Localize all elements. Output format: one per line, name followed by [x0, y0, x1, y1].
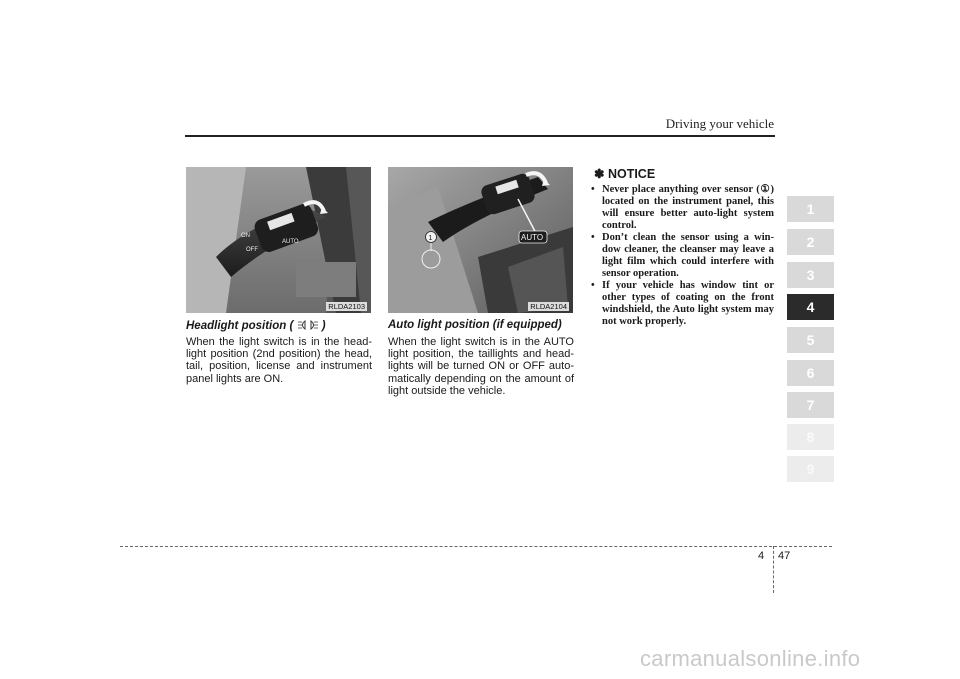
- chapter-tab-8[interactable]: 8: [787, 424, 834, 450]
- footer-divider: [773, 546, 774, 593]
- headlight-switch-illustration: [186, 167, 371, 313]
- footer-page-number: 47: [778, 550, 791, 562]
- notice-item-text: Don’t clean the sensor using a win-dow cleaner, the cleanser may leave a light film which could interfere with sensor operation.: [602, 232, 774, 279]
- svg-text:AUTO: AUTO: [282, 239, 299, 245]
- footer-chapter-number: 4: [758, 550, 765, 562]
- headlight-position-caption: [186, 319, 326, 332]
- header-rule: [185, 135, 775, 137]
- bullet-icon: •: [591, 280, 595, 291]
- svg-text:ON: ON: [241, 233, 250, 239]
- chapter-tab-9[interactable]: 9: [787, 456, 834, 482]
- section-title: Driving your vehicle: [665, 116, 774, 131]
- notice-item: [591, 232, 774, 280]
- caption-suffix: ): [321, 320, 326, 332]
- bullet-icon: •: [591, 232, 595, 243]
- notice-item: [591, 280, 774, 328]
- photo-code: RLDA2103: [328, 302, 365, 311]
- chapter-tab-2[interactable]: 2: [787, 229, 834, 255]
- svg-text:OFF: OFF: [246, 247, 258, 253]
- auto-light-body: When the light switch is in the AUTO light position, the taillights and head-lights will be turned ON or OFF auto-matically depending on the amount of light outside the vehicle.: [388, 336, 574, 397]
- notice-list: [591, 184, 774, 328]
- chapter-tab-6[interactable]: 6: [787, 360, 834, 386]
- auto-light-photo: [388, 167, 573, 313]
- chapter-tab-7[interactable]: 7: [787, 392, 834, 418]
- headlight-switch-photo: [186, 167, 371, 313]
- chapter-tab-4[interactable]: 4: [787, 294, 834, 320]
- watermark: carmanualsonline.info: [640, 646, 861, 671]
- auto-light-caption: Auto light position (if equipped): [388, 319, 562, 331]
- headlight-position-body: When the light switch is in the head-light position (2nd position) the head, tail, position, license and instrument panel lights are ON.: [186, 336, 372, 385]
- footer-rule: [120, 546, 832, 547]
- chapter-tab-3[interactable]: 3: [787, 262, 834, 288]
- chapter-tab-5[interactable]: 5: [787, 327, 834, 353]
- notice-heading: ✽ NOTICE: [594, 167, 656, 181]
- auto-light-illustration: [388, 167, 573, 313]
- sensor-callout-number: 1: [428, 235, 433, 242]
- photo-code: RLDA2104: [530, 302, 567, 311]
- notice-item-text: If your vehicle has window tint or other types of coating on the front windshield, the Auto light system may not work properly.: [602, 280, 774, 327]
- auto-label: AUTO: [521, 233, 544, 242]
- bullet-icon: •: [591, 184, 595, 195]
- chapter-tab-1[interactable]: 1: [787, 196, 834, 222]
- headlight-symbol-icon: [297, 319, 319, 331]
- notice-item: [591, 184, 774, 232]
- caption-prefix: Headlight position (: [186, 320, 294, 332]
- notice-item-text: Never place anything over sensor (①) located on the instrument panel, this will ensure better auto-light system control.: [602, 184, 774, 231]
